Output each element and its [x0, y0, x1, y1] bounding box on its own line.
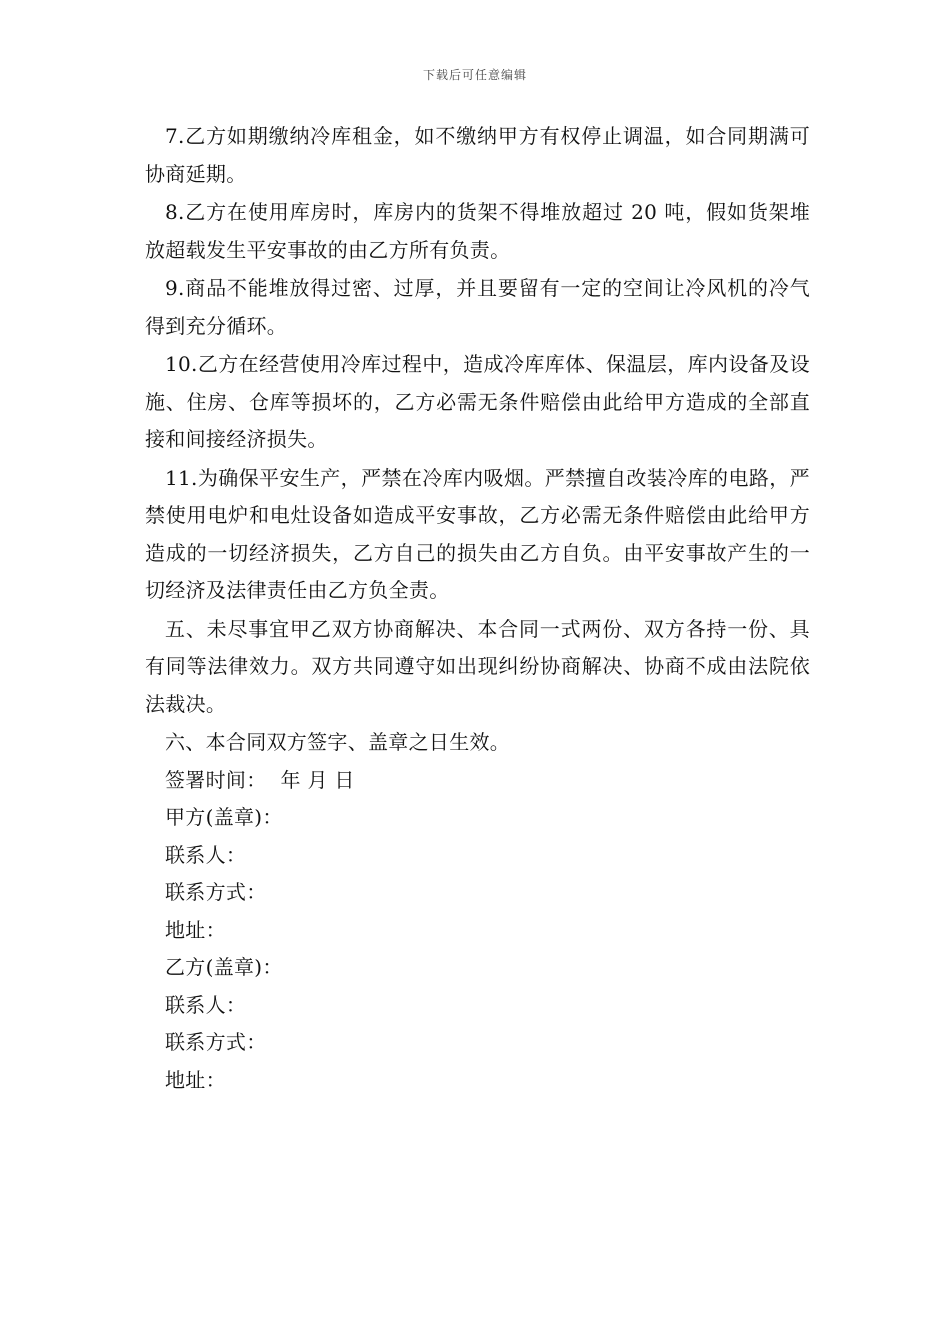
party-b-contact: 联系人： — [165, 992, 247, 1017]
clause-7: 7.乙方如期缴纳冷库租金，如不缴纳甲方有权停止调温，如合同期满可协商延期。 — [145, 124, 810, 186]
party-b-method: 联系方式： — [165, 1030, 267, 1054]
clause-11: 11.为确保平安生产，严禁在冷库内吸烟。严禁擅自改装冷库的电路，严禁使用电炉和电灶设备如造成平安事故，乙方必需无条件赔偿由此给甲方造成的一切经济损失，乙方自己的损失由乙方自负。由平安事故产生的一切经济及法律责任由乙方负全责。 — [145, 465, 810, 602]
section-5: 五、未尽事宜甲乙双方协商解决、本合同一式两份、双方各持一份、具有同等法律效力。双方共同遵守如出现纠纷协商解决、协商不成由法院依法裁决。 — [145, 616, 810, 716]
party-a-block — [145, 799, 810, 949]
signing-time-label: 签署时间： — [165, 767, 267, 792]
party-a-address: 地址： — [165, 917, 226, 942]
party-b-block — [145, 949, 810, 1099]
contract-body — [145, 118, 810, 1099]
section-6: 六、本合同双方签字、盖章之日生效。 — [165, 730, 511, 754]
party-a-contact: 联系人： — [165, 842, 247, 867]
signing-time-value: 年 月 日 — [280, 767, 355, 792]
party-b-seal: 乙方(盖章)： — [165, 955, 283, 979]
clause-10: 10.乙方在经营使用冷库过程中，造成冷库库体、保温层，库内设备及设施、住房、仓库等损坏的，乙方必需无条件赔偿由此给甲方造成的全部直接和间接经济损失。 — [145, 352, 810, 451]
header-note: 下载后可任意编辑 — [422, 68, 527, 82]
clause-9: 9.商品不能堆放得过密、过厚，并且要留有一定的空间让冷风机的冷气得到充分循环。 — [145, 276, 810, 338]
signing-time-row — [145, 762, 810, 800]
party-a-method: 联系方式： — [165, 880, 267, 904]
party-a-seal: 甲方(盖章)： — [165, 805, 283, 829]
party-b-address: 地址： — [165, 1067, 226, 1092]
clause-8: 8.乙方在使用库房时，库房内的货架不得堆放超过 20 吨，假如货架堆放超载发生平安事故的由乙方所有负责。 — [145, 200, 810, 262]
